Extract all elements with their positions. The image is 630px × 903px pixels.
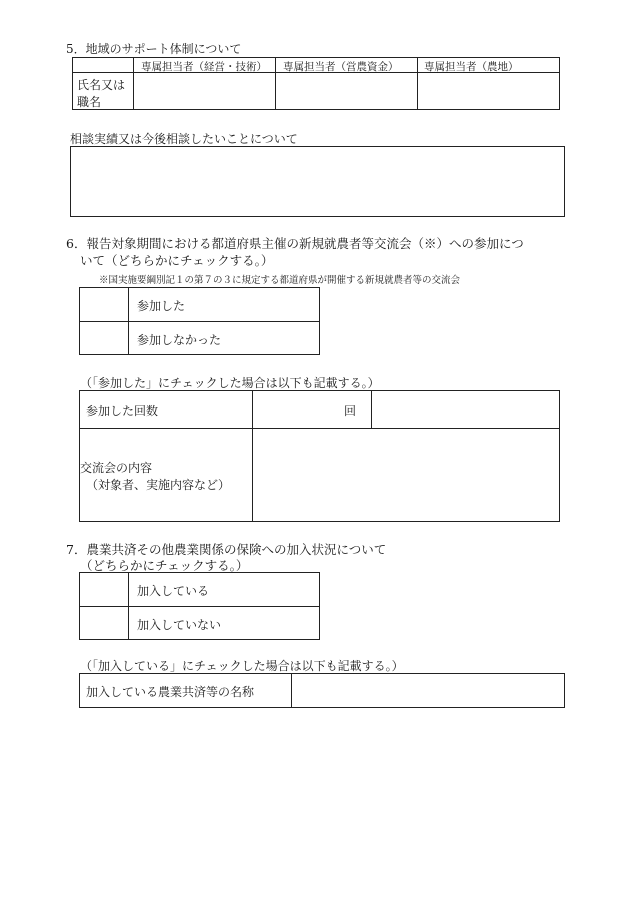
col-header-funding: 専属担当者（営農資金） [283, 61, 399, 73]
checkbox-insured[interactable] [80, 573, 127, 605]
insurance-name-label: 加入している農業共済等の名称 [86, 685, 255, 699]
content-label: 交流会の内容 [80, 461, 153, 475]
option-not-insured-label: 加入していない [137, 618, 222, 632]
row-label-title: 職名 [77, 95, 102, 109]
cell-farmland-name[interactable] [418, 73, 559, 109]
col-header-management: 専属担当者（経営・技術） [141, 61, 267, 73]
count-extra-cell[interactable] [372, 391, 559, 427]
count-label: 参加した回数 [86, 404, 159, 418]
option-participated-label: 参加した [137, 299, 186, 313]
checkbox-not-participated[interactable] [80, 322, 127, 354]
option-insured-label: 加入している [137, 584, 210, 598]
section7-heading: 7．農業共済その他農業関係の保険への加入状況について [66, 542, 387, 557]
row-label-name: 氏名又は [77, 78, 126, 92]
content-input[interactable] [253, 429, 559, 521]
insurance-name-input[interactable] [292, 674, 564, 707]
count-input[interactable] [253, 391, 343, 427]
content-sublabel: （対象者、実施内容など） [86, 478, 231, 492]
consult-textbox[interactable] [70, 146, 565, 217]
section6-note: ※国実施要綱別記１の第７の３に規定する都道府県が開催する新規就農者等の交流会 [99, 275, 461, 286]
checkbox-not-insured[interactable] [80, 607, 127, 639]
cell-funding-name[interactable] [276, 73, 416, 109]
option-not-participated-label: 参加しなかった [137, 333, 222, 347]
section6-heading: 6．報告対象期間における都道府県主催の新規就農者等交流会（※）への参加につ [66, 236, 524, 251]
section6-heading-cont: いて（どちらかにチェックする。） [80, 253, 274, 268]
count-unit: 回 [344, 404, 357, 418]
col-header-farmland: 専属担当者（農地） [424, 61, 519, 73]
cell-management-name[interactable] [134, 73, 274, 109]
checkbox-participated[interactable] [80, 288, 127, 320]
consult-label: 相談実績又は今後相談したいことについて [70, 132, 298, 146]
section7-followup: （「加入している」にチェックした場合は以下も記載する。） [80, 659, 404, 673]
section6-followup: （「参加した」にチェックした場合は以下も記載する。） [80, 376, 380, 390]
section7-heading-cont: （どちらかにチェックする。） [80, 558, 249, 573]
section5-heading: 5．地域のサポート体制について [66, 42, 242, 56]
